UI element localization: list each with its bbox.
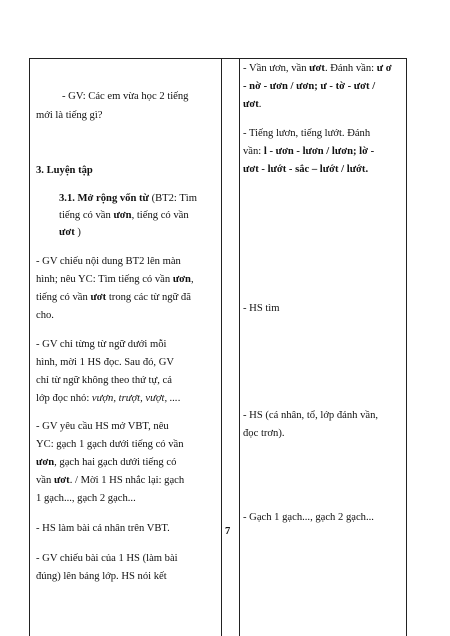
right-hs-canhan-line2: đọc trơn). (243, 428, 285, 439)
para3-line5: 1 gạch..., gạch 2 gạch... (36, 493, 136, 504)
para3-line3: ươn, gạch hai gạch dưới tiếng có (36, 457, 177, 468)
para5-line1: - GV chiếu bài của 1 HS (làm bài (36, 553, 178, 564)
right-r2-line2: vần: l - ươn - lươn / lươn; lờ - (243, 146, 375, 157)
table-col-divider-1 (221, 58, 222, 636)
gv-question-line2: mới là tiếng gì? (36, 110, 103, 121)
subsection-3-1-line3: ươt ) (59, 227, 81, 238)
subsection-3-1-line1: 3.1. Mở rộng vốn từ (BT2: Tìm (59, 193, 197, 204)
para3-line1: - GV yêu cầu HS mở VBT, nêu (36, 421, 169, 432)
para4: - HS làm bài cá nhân trên VBT. (36, 523, 170, 534)
section-title: 3. Luyện tập (36, 165, 93, 176)
right-hs-tim: - HS tìm (243, 303, 280, 314)
para2-line1: - GV chỉ từng từ ngữ dưới mỗi (36, 339, 167, 350)
para1-line1: - GV chiếu nội dung BT2 lên màn (36, 256, 181, 267)
page-number: 7 (225, 526, 231, 537)
para2-line3: chỉ từ ngữ không theo thứ tự, cả (36, 375, 172, 386)
right-r2-line3: ươt - lướt - sắc – lướt / lướt. (243, 164, 369, 175)
para3-line4: vần ươt. / Mời 1 HS nhắc lại: gạch (36, 475, 185, 486)
subsection-3-1-title: 3.1. Mở rộng vốn từ (59, 193, 149, 204)
subsection-3-1-line2: tiếng có vần ươn, tiếng có vần (59, 210, 189, 221)
para2-line2: hình, mời 1 HS đọc. Sau đó, GV (36, 357, 175, 368)
right-r1-line2: - nờ - ươn / ươn; ư - tờ - ươt / (243, 81, 376, 92)
para3-line2: YC: gạch 1 gạch dưới tiếng có vần (36, 439, 184, 450)
table-left-border (29, 58, 30, 636)
para5-line2: đúng) lên bảng lớp. HS nói kết (36, 571, 167, 582)
para1-line2: hình; nêu YC: Tìm tiếng có vần ươn, (36, 274, 194, 285)
para1-line4: cho. (36, 310, 54, 321)
right-r1-line1: - Vần ươn, vần ươt. Đánh vần: ư ơ (243, 63, 392, 74)
right-gach: - Gạch 1 gạch..., gạch 2 gạch... (243, 512, 374, 523)
right-hs-canhan-line1: - HS (cá nhân, tổ, lớp đánh vần, (243, 410, 379, 421)
table-right-border (406, 58, 407, 636)
table-col-divider-2 (239, 58, 240, 636)
gv-question-line1: - GV: Các em vừa học 2 tiếng (62, 91, 189, 102)
right-r1-line3: ươt. (243, 99, 262, 110)
right-r2-line1: - Tiếng lươn, tiếng lướt. Đánh (243, 128, 371, 139)
para2-line4: lớp đọc nhỏ: vượn, trượt, vượt, .... (36, 393, 181, 404)
para1-line3: tiếng có vần ươt trong các từ ngữ đã (36, 292, 191, 303)
